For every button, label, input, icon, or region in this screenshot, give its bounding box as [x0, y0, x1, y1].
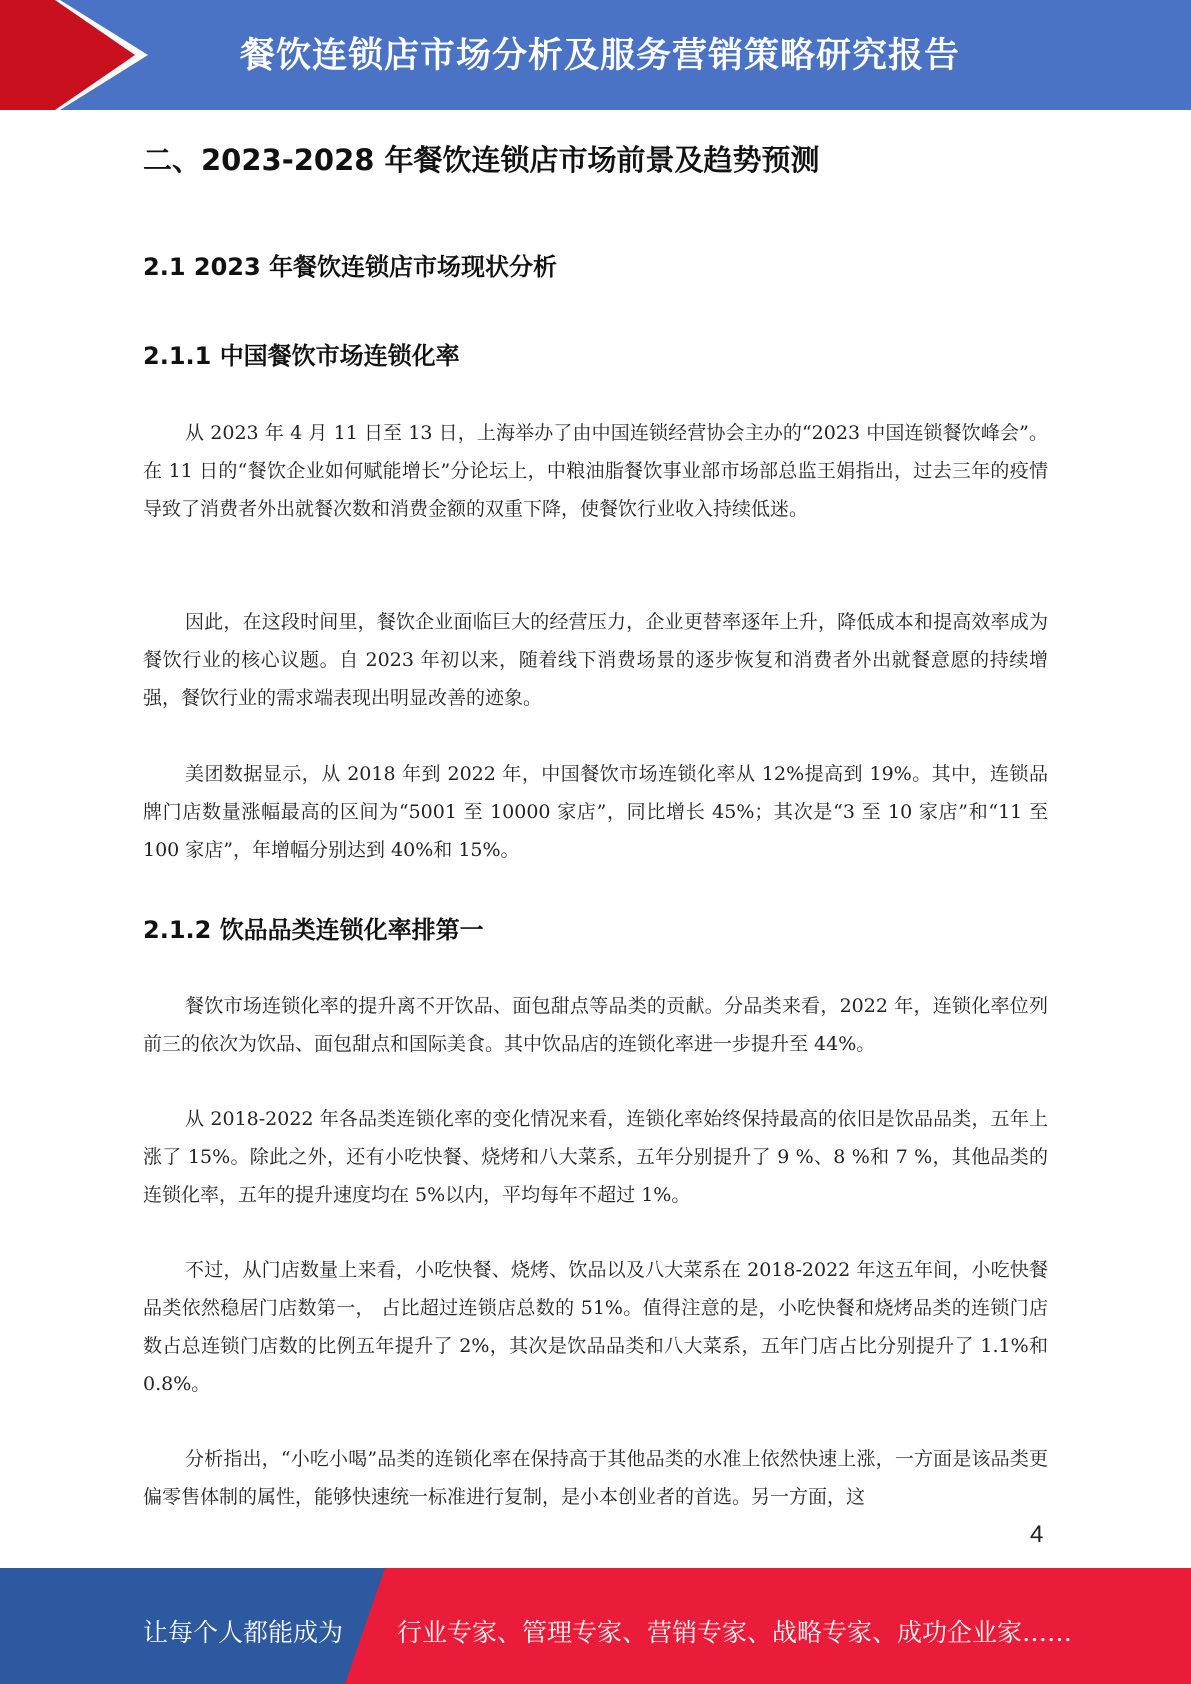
chapter-heading: 二、2023-2028 年餐饮连锁店市场前景及趋势预测: [143, 143, 820, 177]
paragraph: 美团数据显示，从 2018 年到 2022 年，中国餐饮市场连锁化率从 12%提高到 19%。其中，连锁品牌门店数量涨幅最高的区间为“5001 至 10000 家店”，同比增长 45%；其次是“3 至 10 家店”和“11 至 100 家店”，年增幅分别达到 40%和 15%。: [143, 763, 1048, 861]
paragraph: 因此，在这段时间里，餐饮企业面临巨大的经营压力，企业更替率逐年上升，降低成本和提高效率成为餐饮行业的核心议题。自 2023 年初以来，随着线下消费场景的逐步恢复和消费者外出就餐意愿的持续增强，餐饮行业的需求端表现出明显改善的迹象。: [143, 611, 1048, 709]
paragraph: 分析指出，“小吃小喝”品类的连锁化率在保持高于其他品类的水准上依然快速上涨，一方面是该品类更偏零售体制的属性，能够快速统一标准进行复制，是小本创业者的首选。另一方面，这: [143, 1448, 1048, 1508]
header-arrow-decoration: [0, 0, 160, 110]
page-footer: [0, 1568, 1191, 1684]
footer-slogan-right: 行业专家、管理专家、营销专家、战略专家、成功企业家……: [397, 1618, 1073, 1647]
paragraph: 餐饮市场连锁化率的提升离不开饮品、面包甜点等品类的贡献。分品类来看，2022 年，连锁化率位列前三的依次为饮品、面包甜点和国际美食。其中饮品店的连锁化率进一步提升至 44%。: [143, 995, 1048, 1055]
subsection-heading-1: 2.1.1 中国餐饮市场连锁化率: [143, 342, 460, 370]
footer-slogan-left: 让每个人都能成为: [143, 1618, 344, 1647]
section-heading: 2.1 2023 年餐饮连锁店市场现状分析: [143, 253, 558, 281]
paragraph: 不过，从门店数量上来看，小吃快餐、烧烤、饮品以及八大菜系在 2018-2022 年这五年间，小吃快餐品类依然稳居门店数第一， 占比超过连锁店总数的 51%。值得注意的是，小吃快餐和烧烤品类的连锁门店数占总连锁门店数的比例五年提升了 2%，其次是饮品品类和八大菜系，五年门店占比分别提升了 1.1%和 0.8%。: [143, 1259, 1048, 1395]
page-number: 4: [1030, 1521, 1044, 1548]
report-title: 餐饮连锁店市场分析及服务营销策略研究报告: [240, 36, 961, 76]
subsection-heading-2: 2.1.2 饮品品类连锁化率排第一: [143, 916, 484, 944]
paragraph: 从 2018-2022 年各品类连锁化率的变化情况来看，连锁化率始终保持最高的依旧是饮品品类，五年上涨了 15%。除此之外，还有小吃快餐、烧烤和八大菜系，五年分别提升了 9 %、8 %和 7 %，其他品类的连锁化率，五年的提升速度均在 5%以内，平均每年不超过 1%。: [143, 1108, 1048, 1206]
page-header: [0, 0, 1191, 110]
paragraph: 从 2023 年 4 月 11 日至 13 日，上海举办了由中国连锁经营协会主办的“2023 中国连锁餐饮峰会”。在 11 日的“餐饮企业如何赋能增长”分论坛上，中粮油脂餐饮事业部市场部总监王娟指出，过去三年的疫情导致了消费者外出就餐次数和消费金额的双重下降，使餐饮行业收入持续低迷。: [143, 422, 1048, 520]
